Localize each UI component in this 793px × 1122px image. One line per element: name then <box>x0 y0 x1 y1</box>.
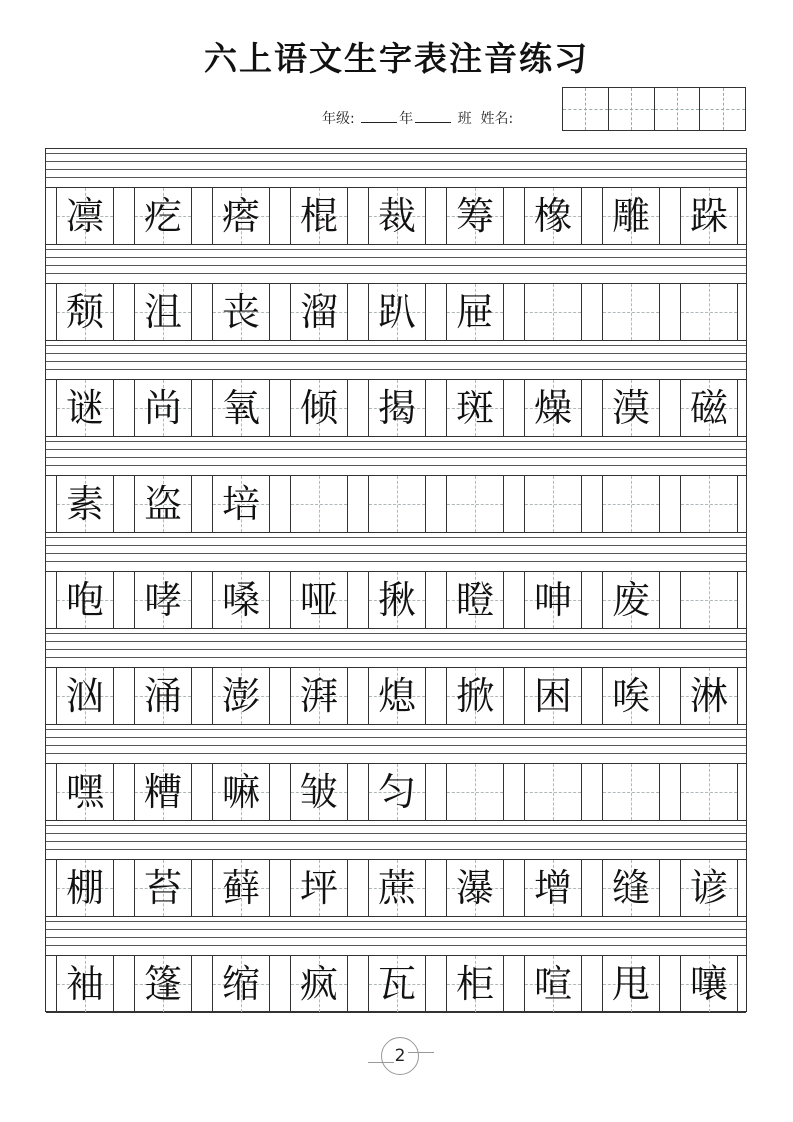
character-cell[interactable] <box>290 188 348 244</box>
character: 喧 <box>533 962 572 1006</box>
character <box>603 284 659 340</box>
character-cell[interactable] <box>524 572 582 628</box>
pinyin-lines[interactable] <box>46 917 746 955</box>
character: 瞪 <box>455 578 494 622</box>
character: 淋 <box>689 674 728 718</box>
character-cell[interactable] <box>602 860 660 916</box>
pinyin-lines[interactable] <box>46 629 746 667</box>
character-cell[interactable] <box>212 284 270 340</box>
character-cells <box>46 475 746 533</box>
pinyin-line <box>46 641 746 642</box>
pinyin-lines[interactable] <box>46 341 746 379</box>
character-cell[interactable] <box>446 668 504 724</box>
character: 疯 <box>299 962 338 1006</box>
character: 袖 <box>65 962 104 1006</box>
character: 瘩 <box>221 194 260 238</box>
character <box>525 764 581 820</box>
character-cells <box>46 571 746 629</box>
character <box>447 764 503 820</box>
page-number-text: 2 <box>394 1046 406 1066</box>
character: 唉 <box>611 674 650 718</box>
practice-row <box>46 437 746 533</box>
pinyin-lines[interactable] <box>46 725 746 763</box>
character-cell[interactable] <box>56 764 114 820</box>
character-cell[interactable] <box>602 380 660 436</box>
character-cell[interactable] <box>680 572 738 628</box>
character: 澎 <box>221 674 260 718</box>
character: 哮 <box>143 578 182 622</box>
character-cell[interactable] <box>212 380 270 436</box>
character-cell[interactable] <box>446 956 504 1012</box>
page-title: 六上语文生字表注音练习 <box>204 39 589 78</box>
character: 揪 <box>377 578 416 622</box>
character: 凛 <box>65 194 104 238</box>
name-cell[interactable] <box>609 88 655 130</box>
character: 盗 <box>143 482 182 526</box>
name-grid[interactable] <box>562 87 746 131</box>
class-label: 班 <box>457 111 472 127</box>
pinyin-line <box>46 633 746 634</box>
character: 素 <box>65 482 104 526</box>
character-cell[interactable] <box>368 764 426 820</box>
practice-row <box>46 725 746 821</box>
character-cell[interactable] <box>134 572 192 628</box>
character <box>681 284 737 340</box>
character-cell[interactable] <box>446 572 504 628</box>
practice-row <box>46 821 746 917</box>
character-cells <box>46 379 746 437</box>
character-cell[interactable] <box>368 860 426 916</box>
pinyin-line <box>46 737 746 738</box>
character: 颓 <box>65 290 104 334</box>
character: 熄 <box>377 674 416 718</box>
character-cell[interactable] <box>524 284 582 340</box>
character-cells <box>46 187 746 245</box>
character-cell[interactable] <box>680 188 738 244</box>
character-cell[interactable] <box>602 188 660 244</box>
character <box>525 284 581 340</box>
name-cell[interactable] <box>655 88 701 130</box>
character-cell[interactable] <box>368 380 426 436</box>
character-cell[interactable] <box>368 284 426 340</box>
character-cell[interactable] <box>56 476 114 532</box>
pinyin-line <box>46 537 746 538</box>
character: 斑 <box>455 386 494 430</box>
character: 废 <box>611 578 650 622</box>
character: 嘿 <box>65 770 104 814</box>
character-cell[interactable] <box>134 764 192 820</box>
pinyin-line <box>46 937 746 938</box>
year-label: 年 <box>399 111 414 127</box>
character: 嗓 <box>221 578 260 622</box>
character: 湃 <box>299 674 338 718</box>
character: 瀑 <box>455 866 494 910</box>
character: 缩 <box>221 962 260 1006</box>
character <box>681 764 737 820</box>
character: 篷 <box>143 962 182 1006</box>
character: 溜 <box>299 290 338 334</box>
practice-sheet <box>45 148 747 1012</box>
character-cell[interactable] <box>134 188 192 244</box>
character: 呻 <box>533 578 572 622</box>
character-cell[interactable] <box>446 380 504 436</box>
character-cell[interactable] <box>602 764 660 820</box>
character <box>525 476 581 532</box>
pinyin-lines[interactable] <box>46 437 746 475</box>
character-cell[interactable] <box>368 476 426 532</box>
character-cell[interactable] <box>524 956 582 1012</box>
character: 培 <box>221 482 260 526</box>
character: 哑 <box>299 578 338 622</box>
character: 柜 <box>455 962 494 1006</box>
character: 谜 <box>65 386 104 430</box>
character: 瓦 <box>377 962 416 1006</box>
character: 橡 <box>533 194 572 238</box>
character-cells <box>46 955 746 1013</box>
character-cell[interactable] <box>602 284 660 340</box>
pinyin-line <box>46 849 746 850</box>
pinyin-line <box>46 177 746 178</box>
character: 皱 <box>299 770 338 814</box>
character <box>369 476 425 532</box>
character-cell[interactable] <box>134 956 192 1012</box>
character: 筹 <box>455 194 494 238</box>
pinyin-line <box>46 345 746 346</box>
pinyin-line <box>46 657 746 658</box>
student-info-line <box>322 108 513 128</box>
character-cell[interactable] <box>446 476 504 532</box>
character-cell[interactable] <box>134 668 192 724</box>
character <box>681 572 737 628</box>
practice-row <box>46 245 746 341</box>
character-cell[interactable] <box>524 860 582 916</box>
character-cell[interactable] <box>212 956 270 1012</box>
pinyin-line <box>46 753 746 754</box>
pinyin-line <box>46 929 746 930</box>
practice-row <box>46 149 746 245</box>
character-cell[interactable] <box>680 476 738 532</box>
character-cell[interactable] <box>524 476 582 532</box>
character: 尚 <box>143 386 182 430</box>
character-cell[interactable] <box>524 188 582 244</box>
character-cell[interactable] <box>602 956 660 1012</box>
character: 燥 <box>533 386 572 430</box>
page-number-decoration <box>368 1062 394 1063</box>
character: 磁 <box>689 386 728 430</box>
character-cells <box>46 859 746 917</box>
pinyin-line <box>46 945 746 946</box>
page-number-decoration <box>408 1052 434 1053</box>
character: 汹 <box>65 674 104 718</box>
pinyin-line <box>46 825 746 826</box>
character <box>447 476 503 532</box>
character-cell[interactable] <box>290 476 348 532</box>
pinyin-line <box>46 361 746 362</box>
character: 裁 <box>377 194 416 238</box>
pinyin-line <box>46 153 746 154</box>
character-cell[interactable] <box>56 284 114 340</box>
character-cell[interactable] <box>290 380 348 436</box>
character-cell[interactable] <box>290 764 348 820</box>
character-cell[interactable] <box>212 188 270 244</box>
character-cell[interactable] <box>56 188 114 244</box>
character: 蔗 <box>377 866 416 910</box>
character-cells <box>46 283 746 341</box>
character-cell[interactable] <box>134 860 192 916</box>
character-cells <box>46 667 746 725</box>
character-cell[interactable] <box>524 764 582 820</box>
character: 棚 <box>65 866 104 910</box>
pinyin-line <box>46 561 746 562</box>
character-cell[interactable] <box>446 764 504 820</box>
character: 谚 <box>689 866 728 910</box>
pinyin-line <box>46 353 746 354</box>
character: 咆 <box>65 578 104 622</box>
pinyin-line <box>46 249 746 250</box>
character-cell[interactable] <box>602 572 660 628</box>
character-cell[interactable] <box>368 956 426 1012</box>
grade-blank[interactable] <box>361 110 397 123</box>
character-cell[interactable] <box>56 860 114 916</box>
pinyin-line <box>46 745 746 746</box>
pinyin-lines[interactable] <box>46 149 746 187</box>
grade-label: 年级: <box>322 111 355 127</box>
character-cell[interactable] <box>680 956 738 1012</box>
character-cell[interactable] <box>290 284 348 340</box>
character: 揭 <box>377 386 416 430</box>
character-cell[interactable] <box>602 476 660 532</box>
character: 跺 <box>689 194 728 238</box>
character-cell[interactable] <box>134 284 192 340</box>
pinyin-line <box>46 553 746 554</box>
name-cell[interactable] <box>563 88 609 130</box>
character: 倾 <box>299 386 338 430</box>
pinyin-line <box>46 729 746 730</box>
character: 疙 <box>143 194 182 238</box>
character-cell[interactable] <box>290 860 348 916</box>
practice-row <box>46 629 746 725</box>
practice-row <box>46 533 746 629</box>
character-cell[interactable] <box>680 284 738 340</box>
character: 丧 <box>221 290 260 334</box>
pinyin-line <box>46 257 746 258</box>
character-cell[interactable] <box>524 668 582 724</box>
character-cell[interactable] <box>290 956 348 1012</box>
character-cell[interactable] <box>524 380 582 436</box>
character-cell[interactable] <box>56 668 114 724</box>
character-cell[interactable] <box>368 572 426 628</box>
character-cell[interactable] <box>446 284 504 340</box>
name-label: 姓名: <box>480 111 514 127</box>
character: 糟 <box>143 770 182 814</box>
character-cell[interactable] <box>56 572 114 628</box>
pinyin-line <box>46 169 746 170</box>
character-cell[interactable] <box>212 572 270 628</box>
pinyin-line <box>46 841 746 842</box>
character: 坪 <box>299 866 338 910</box>
pinyin-line <box>46 649 746 650</box>
character-cell[interactable] <box>602 668 660 724</box>
character-cells <box>46 763 746 821</box>
character-cell[interactable] <box>290 668 348 724</box>
character-cell[interactable] <box>212 764 270 820</box>
character-cell[interactable] <box>56 380 114 436</box>
character: 沮 <box>143 290 182 334</box>
character: 嚷 <box>689 962 728 1006</box>
pinyin-lines[interactable] <box>46 821 746 859</box>
pinyin-line <box>46 545 746 546</box>
pinyin-lines[interactable] <box>46 533 746 571</box>
pinyin-line <box>46 273 746 274</box>
character: 嘛 <box>221 770 260 814</box>
character: 掀 <box>455 674 494 718</box>
character-cell[interactable] <box>134 380 192 436</box>
character-cell[interactable] <box>56 956 114 1012</box>
pinyin-line <box>46 441 746 442</box>
pinyin-line <box>46 449 746 450</box>
character-cell[interactable] <box>212 668 270 724</box>
character-cell[interactable] <box>680 380 738 436</box>
page-number <box>381 1037 419 1075</box>
character: 雕 <box>611 194 650 238</box>
character-cell[interactable] <box>212 476 270 532</box>
character: 涌 <box>143 674 182 718</box>
pinyin-lines[interactable] <box>46 245 746 283</box>
character-cell[interactable] <box>212 860 270 916</box>
character <box>603 476 659 532</box>
character-cell[interactable] <box>368 668 426 724</box>
pinyin-line <box>46 161 746 162</box>
character: 匀 <box>377 770 416 814</box>
character-cell[interactable] <box>290 572 348 628</box>
character: 藓 <box>221 866 260 910</box>
practice-row <box>46 917 746 1013</box>
character-cell[interactable] <box>446 860 504 916</box>
character: 漠 <box>611 386 650 430</box>
character-cell[interactable] <box>680 668 738 724</box>
character: 氧 <box>221 386 260 430</box>
character-cell[interactable] <box>446 188 504 244</box>
character: 屉 <box>455 290 494 334</box>
character-cell[interactable] <box>680 860 738 916</box>
character: 困 <box>533 674 572 718</box>
character-cell[interactable] <box>680 764 738 820</box>
character-cell[interactable] <box>368 188 426 244</box>
character-cell[interactable] <box>134 476 192 532</box>
character <box>681 476 737 532</box>
character: 缝 <box>611 866 650 910</box>
class-blank[interactable] <box>415 110 451 123</box>
character: 棍 <box>299 194 338 238</box>
pinyin-line <box>46 457 746 458</box>
character <box>291 476 347 532</box>
pinyin-line <box>46 265 746 266</box>
character: 增 <box>533 866 572 910</box>
character: 趴 <box>377 290 416 334</box>
character <box>603 764 659 820</box>
character: 苔 <box>143 866 182 910</box>
name-cell[interactable] <box>700 88 745 130</box>
pinyin-line <box>46 369 746 370</box>
pinyin-line <box>46 465 746 466</box>
pinyin-line <box>46 921 746 922</box>
character: 甩 <box>611 962 650 1006</box>
pinyin-line <box>46 833 746 834</box>
practice-row <box>46 341 746 437</box>
